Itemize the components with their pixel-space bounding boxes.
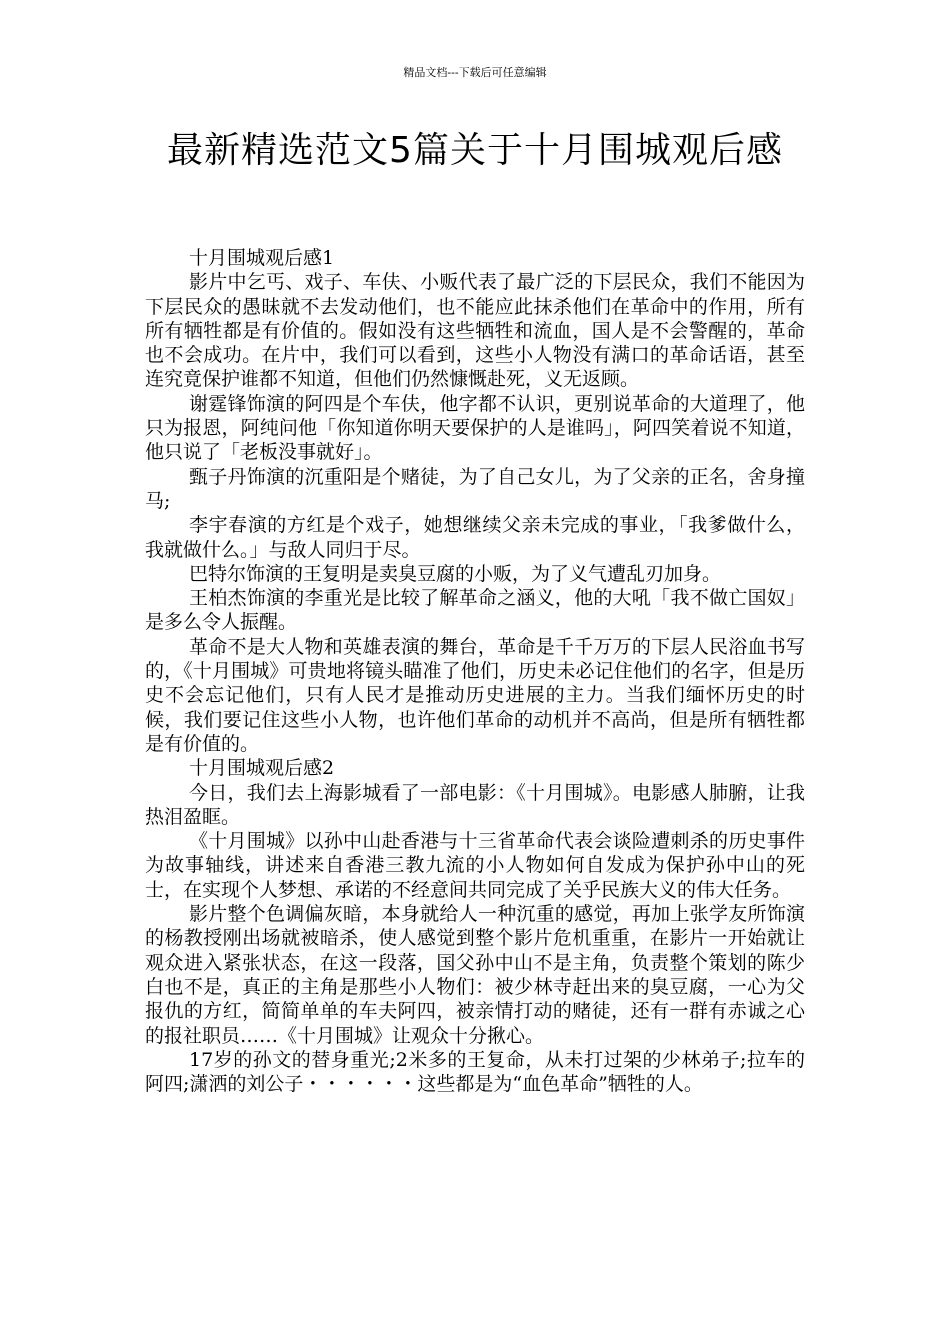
- body-paragraph: 李宇春演的方红是个戏子，她想继续父亲未完成的事业，「我爹做什么，我就做什么。」与敌人同归于尽。: [145, 514, 805, 561]
- body-paragraph: 影片整个色调偏灰暗，本身就给人一种沉重的感觉，再加上张学友所饰演的杨教授刚出场就被暗杀，使人感觉到整个影片危机重重，在影片一开始就让观众进入紧张状态，在这一段落，国父孙中山不是主角，负责整个策划的陈少白也不是，真正的主角是那些小人物们：被少林寺赶出来的臭豆腐，一心为父报仇的方红，简简单单的车夫阿四，被亲情打动的赌徒，还有一群有赤诚之心的报社职员……《十月围城》让观众十分揪心。: [145, 903, 805, 1047]
- document-body: [145, 246, 805, 1096]
- body-paragraph: 谢霆锋饰演的阿四是个车伕，他字都不认识，更别说革命的大道理了，他只为报恩，阿纯问他「你知道你明天要保护的人是谁吗」，阿四笑着说不知道，他只说了「老板没事就好」。: [145, 392, 805, 464]
- body-paragraph: 《十月围城》以孙中山赴香港与十三省革命代表会谈险遭刺杀的历史事件为故事轴线，讲述来自香港三教九流的小人物如何自发成为保护孙中山的死士，在实现个人梦想、承诺的不经意间共同完成了关乎民族大义的伟大任务。: [145, 830, 805, 901]
- section-heading: 十月围城观后感1: [189, 247, 335, 269]
- body-paragraph: 巴特尔饰演的王复明是卖臭豆腐的小贩，为了义气遭乱刃加身。: [189, 562, 722, 585]
- page-header-note: 精品文档---下载后可任意编辑: [403, 66, 547, 79]
- body-paragraph: 王柏杰饰演的李重光是比较了解革命之涵义，他的大吼「我不做亡国奴」是多么令人振醒。: [145, 587, 805, 634]
- body-paragraph: 今日，我们去上海影城看了一部电影：《十月围城》。电影感人肺腑，让我热泪盈眶。: [145, 781, 805, 828]
- body-paragraph: 影片中乞丐、戏子、车伕、小贩代表了最广泛的下层民众，我们不能因为下层民众的愚昧就不去发动他们，也不能应此抹杀他们在革命中的作用，所有所有牺牲都是有价值的。假如没有这些牺牲和流血，国人是不会警醒的，革命也不会成功。在片中，我们可以看到，这些小人物没有满口的革命话语，甚至连究竟保护谁都不知道，但他们仍然慷慨赴死，义无返顾。: [145, 271, 805, 391]
- section-heading: 十月围城观后感2: [189, 757, 335, 780]
- document-title: 最新精选范文5篇关于十月围城观后感: [167, 130, 783, 171]
- body-paragraph: 甄子丹饰演的沉重阳是个赌徒，为了自己女儿，为了父亲的正名，舍身撞马;: [145, 465, 805, 512]
- body-paragraph: 革命不是大人物和英雄表演的舞台，革命是千千万万的下层人民浴血书写的，《十月围城》可贵地将镜头瞄准了他们，历史未必记住他们的名字，但是历史不会忘记他们，只有人民才是推动历史进展的主力。当我们缅怀历史的时候，我们要记住这些小人物，也许他们革命的动机并不高尚，但是所有牺牲都是有价值的。: [145, 635, 805, 755]
- body-paragraph: 17岁的孙文的替身重光;2米多的王复命，从未打过架的少林弟子;拉车的阿四;潇洒的刘公子・・・・・・这些都是为“血色革命”牺牲的人。: [145, 1048, 805, 1096]
